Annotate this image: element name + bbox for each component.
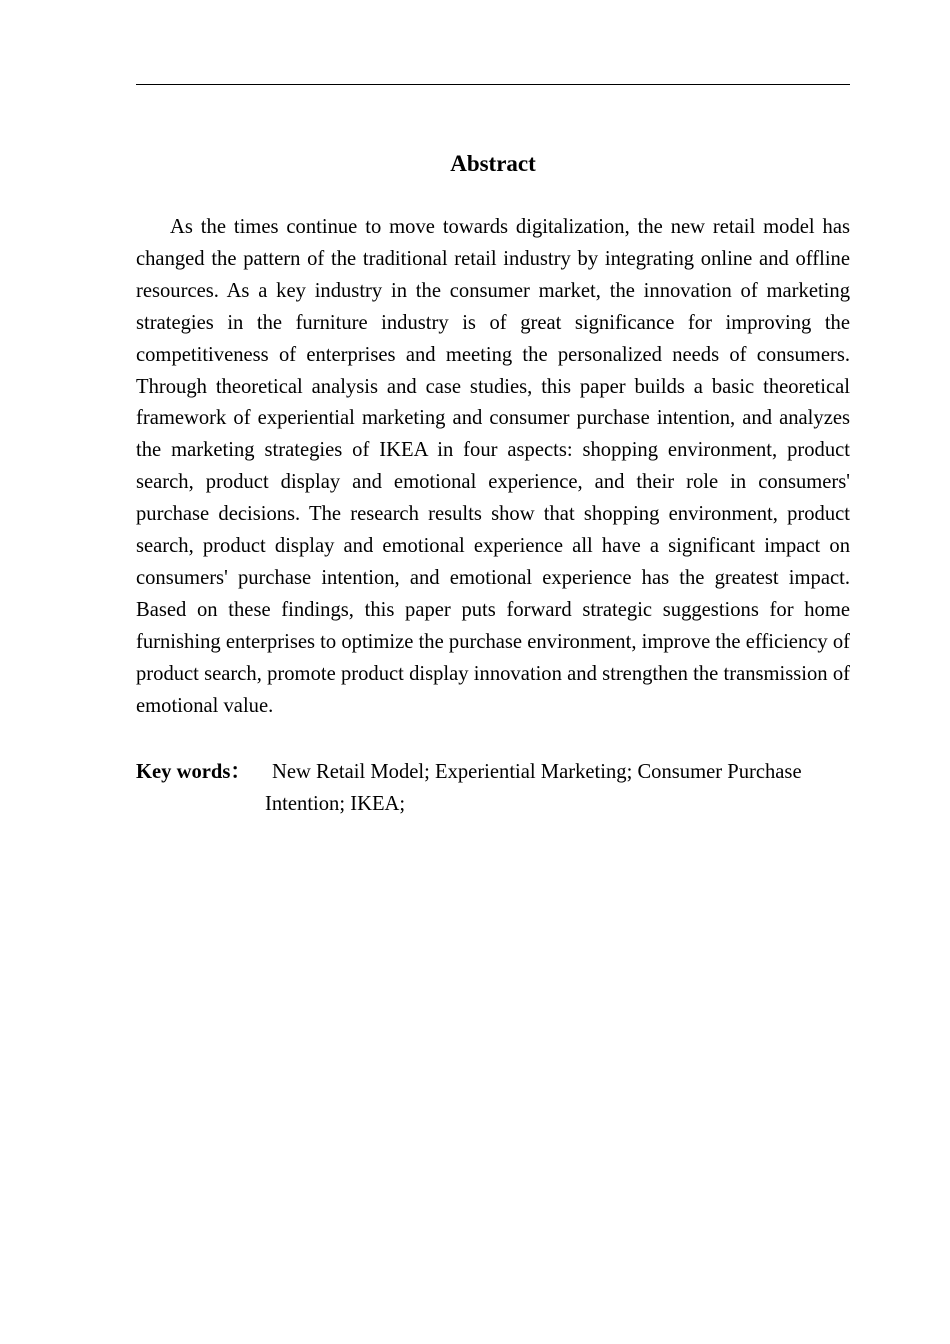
abstract-body: As the times continue to move towards digitalization, the new retail model has changed the pattern of the traditional retail industry by integrating online and offline resources. As a key industry in the consumer market, the innovation of marketing strategies in the furniture industry is of great significance for improving the competitiveness of enterprises and meeting the personalized needs of consumers. Through theoretical analysis and case studies, this paper builds a basic theoretical framework of experiential marketing and consumer purchase intention, and analyzes the marketing strategies of IKEA in four aspects: shopping environment, product search, product display and emotional experience, and their role in consumers' purchase decisions. The research results show that shopping environment, product search, product display and emotional experience all have a significant impact on consumers' purchase intention, and emotional experience has the greatest impact. Based on these findings, this paper puts forward strategic suggestions for home furnishing enterprises to optimize the purchase environment, improve the efficiency of product search, promote product display innovation and strengthen the transmission of emotional value. [136, 216, 850, 717]
abstract-title: Abstract [450, 151, 536, 176]
keywords-text: New Retail Model; Experiential Marketing; Consumer Purchase Intention; IKEA; [265, 761, 802, 815]
keywords-label: Key words： [136, 761, 251, 783]
header-rule [136, 84, 850, 85]
